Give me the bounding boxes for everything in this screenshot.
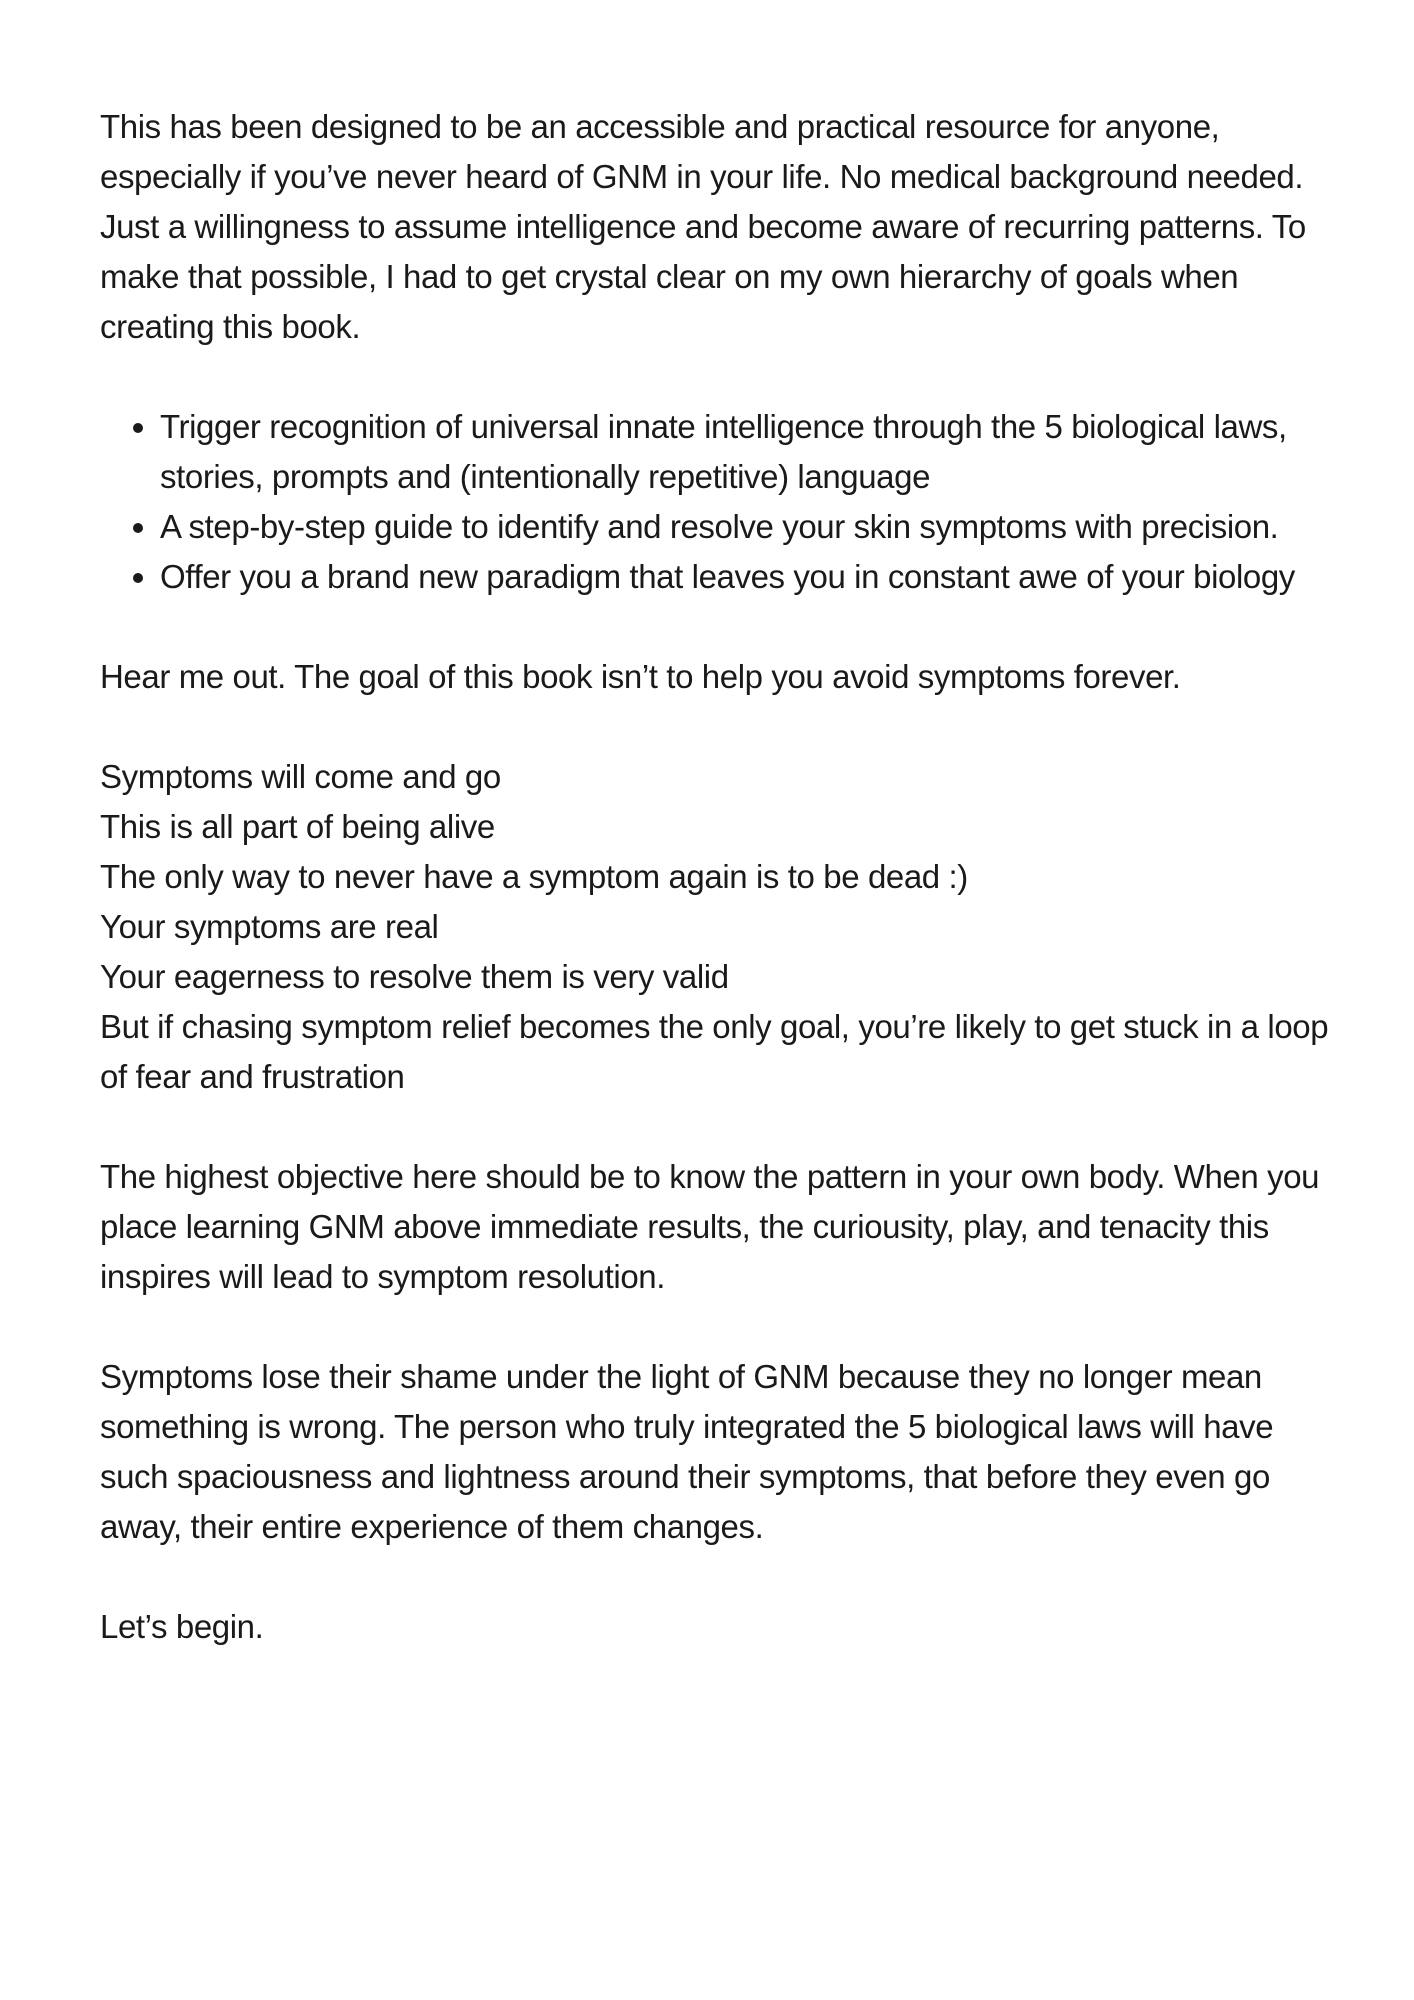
text-line: Your eagerness to resolve them is very valid <box>100 958 729 995</box>
shame-paragraph: Symptoms lose their shame under the light of GNM because they no longer mean something is wrong. The person who truly integrated the 5 biological laws will have such spaciousness and lightness around their symptoms, that before they even go away, their entire experience of them changes. <box>100 1358 1274 1545</box>
text-line: But if chasing symptom relief becomes the only goal, you’re likely to get stuck in a loop of fear and frustration <box>100 1008 1329 1095</box>
list-item: • A step-by-step guide to identify and resolve your skin symptoms with precision. <box>160 502 1340 552</box>
text-line: This is all part of being alive <box>100 808 495 845</box>
intro-paragraph: This has been designed to be an accessible and practical resource for anyone, especially if you’ve never heard of GNM in your life. No medical background needed. Just a willingness to assume intelligence and become aware of recurring patterns. To make that possible, I had to get crystal clear on my own hierarchy of goals when creating this book. <box>100 108 1306 345</box>
symptom-lines <box>100 752 1340 1102</box>
goals-list <box>100 402 1340 602</box>
hear-me-out-paragraph: Hear me out. The goal of this book isn’t to help you avoid symptoms forever. <box>100 658 1181 695</box>
closing-line: Let’s begin. <box>100 1608 264 1645</box>
document-page <box>100 102 1340 1702</box>
list-item: • Offer you a brand new paradigm that leaves you in constant awe of your biology <box>160 552 1340 602</box>
text-line: Your symptoms are real <box>100 908 439 945</box>
text-line: The only way to never have a symptom again is to be dead :) <box>100 858 968 895</box>
list-item: • Trigger recognition of universal innate intelligence through the 5 biological laws, stories, prompts and (intentionally repetitive) language <box>160 402 1340 502</box>
objective-paragraph: The highest objective here should be to know the pattern in your own body. When you place learning GNM above immediate results, the curiousity, play, and tenacity this inspires will lead to symptom resolution. <box>100 1158 1320 1295</box>
text-line: Symptoms will come and go <box>100 758 501 795</box>
